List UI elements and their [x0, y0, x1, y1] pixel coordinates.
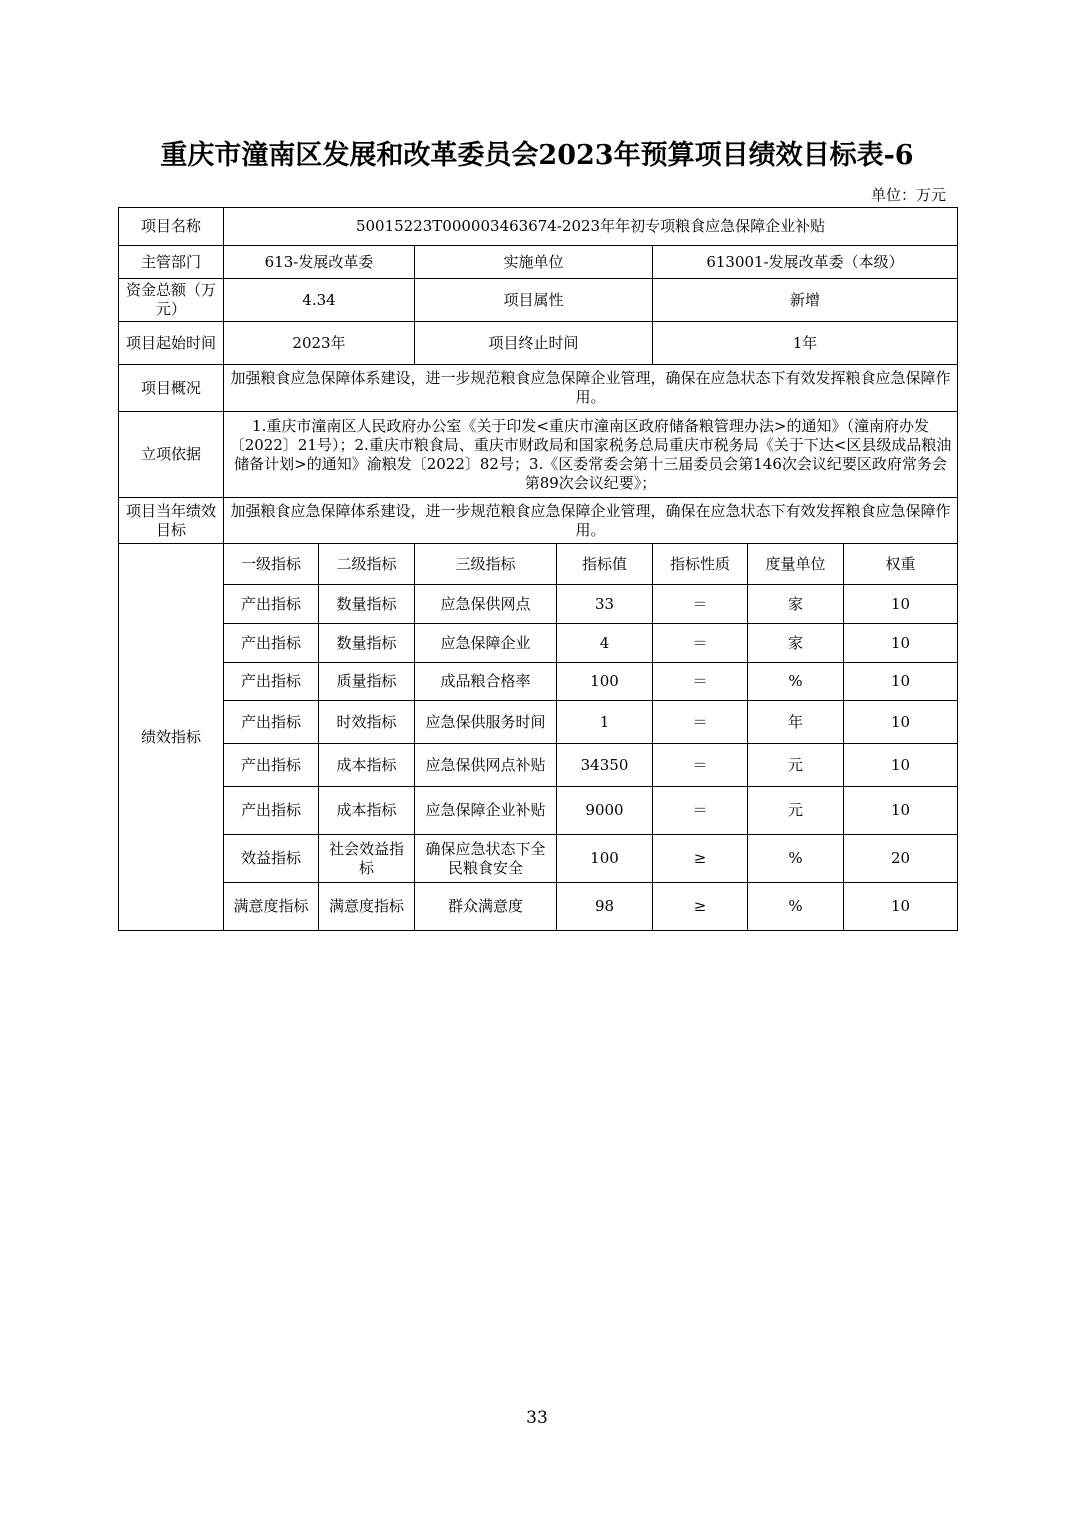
nature-cell: ≥	[653, 883, 748, 931]
table-row	[119, 208, 958, 246]
table-row	[119, 279, 958, 322]
goal-value: 加强粮食应急保障体系建设，进一步规范粮食应急保障企业管理，确保在应急状态下有效发挥粮食应急保障作用。	[224, 498, 958, 544]
performance-target-table	[118, 207, 958, 931]
indicator-row	[119, 883, 958, 931]
dept-label: 主管部门	[119, 246, 224, 279]
level3-cell: 群众满意度	[415, 883, 557, 931]
nature-cell: ＝	[653, 787, 748, 835]
nature-cell: ＝	[653, 624, 748, 663]
end-time-label: 项目终止时间	[415, 322, 653, 365]
value-cell: 100	[557, 663, 653, 701]
level2-cell: 成本指标	[319, 787, 415, 835]
level2-cell: 时效指标	[319, 701, 415, 744]
level2-cell: 数量指标	[319, 624, 415, 663]
attr-label: 项目属性	[415, 279, 653, 322]
level3-cell: 应急保供网点	[415, 585, 557, 624]
level1-cell: 产出指标	[224, 585, 319, 624]
value-cell: 34350	[557, 744, 653, 787]
nature-cell: ≥	[653, 835, 748, 883]
unit-cell: %	[748, 883, 844, 931]
nature-cell: ＝	[653, 744, 748, 787]
table-row	[119, 365, 958, 412]
level3-cell: 应急保供服务时间	[415, 701, 557, 744]
level1-cell: 效益指标	[224, 835, 319, 883]
indicator-row	[119, 585, 958, 624]
table-row	[119, 246, 958, 279]
goal-label: 项目当年绩效目标	[119, 498, 224, 544]
overview-label: 项目概况	[119, 365, 224, 412]
level3-cell: 应急保供网点补贴	[415, 744, 557, 787]
weight-cell: 10	[844, 744, 958, 787]
value-cell: 100	[557, 835, 653, 883]
dept-value: 613-发展改革委	[224, 246, 415, 279]
basis-label: 立项依据	[119, 412, 224, 498]
unit-label: 单位：万元	[870, 186, 946, 204]
column-header: 权重	[844, 544, 958, 585]
indicator-header-row	[119, 544, 958, 585]
level2-cell: 满意度指标	[319, 883, 415, 931]
fund-label: 资金总额（万元）	[119, 279, 224, 322]
weight-cell: 10	[844, 585, 958, 624]
project-name-value: 50015223T000003463674-2023年年初专项粮食应急保障企业补贴	[224, 208, 958, 246]
impl-unit-value: 613001-发展改革委（本级）	[653, 246, 958, 279]
indicator-row	[119, 744, 958, 787]
fund-value: 4.34	[224, 279, 415, 322]
unit-cell: 家	[748, 585, 844, 624]
page-number: 33	[526, 1408, 548, 1428]
unit-cell: 元	[748, 744, 844, 787]
weight-cell: 10	[844, 663, 958, 701]
weight-cell: 20	[844, 835, 958, 883]
indicator-row	[119, 835, 958, 883]
level3-cell: 应急保障企业	[415, 624, 557, 663]
start-time-label: 项目起始时间	[119, 322, 224, 365]
basis-value: 1.重庆市潼南区人民政府办公室《关于印发<重庆市潼南区政府储备粮管理办法>的通知》（潼南府办发〔2022〕21号）；2.重庆市粮食局、重庆市财政局和国家税务总局重庆市税务局《关于下达<区县级成品粮油储备计划>的通知》渝粮发〔2022〕82号；3.《区委常委会第十三届委员会第146次会议纪要区政府常务会第89次会议纪要》；	[224, 412, 958, 498]
project-name-label: 项目名称	[119, 208, 224, 246]
unit-cell: %	[748, 835, 844, 883]
value-cell: 1	[557, 701, 653, 744]
level3-cell: 成品粮合格率	[415, 663, 557, 701]
weight-cell: 10	[844, 883, 958, 931]
level3-cell: 确保应急状态下全民粮食安全	[415, 835, 557, 883]
unit-cell: 家	[748, 624, 844, 663]
level2-cell: 数量指标	[319, 585, 415, 624]
nature-cell: ＝	[653, 701, 748, 744]
nature-cell: ＝	[653, 585, 748, 624]
column-header: 二级指标	[319, 544, 415, 585]
impl-unit-label: 实施单位	[415, 246, 653, 279]
column-header: 度量单位	[748, 544, 844, 585]
column-header: 指标值	[557, 544, 653, 585]
level2-cell: 质量指标	[319, 663, 415, 701]
indicator-row	[119, 624, 958, 663]
level1-cell: 产出指标	[224, 701, 319, 744]
weight-cell: 10	[844, 624, 958, 663]
level1-cell: 满意度指标	[224, 883, 319, 931]
start-time-value: 2023年	[224, 322, 415, 365]
level2-cell: 社会效益指标	[319, 835, 415, 883]
value-cell: 9000	[557, 787, 653, 835]
table-row	[119, 412, 958, 498]
unit-cell: 元	[748, 787, 844, 835]
table-row	[119, 322, 958, 365]
weight-cell: 10	[844, 787, 958, 835]
level1-cell: 产出指标	[224, 744, 319, 787]
column-header: 三级指标	[415, 544, 557, 585]
page-title: 重庆市潼南区发展和改革委员会2023年预算项目绩效目标表-6	[160, 140, 914, 171]
level3-cell: 应急保障企业补贴	[415, 787, 557, 835]
unit-cell: %	[748, 663, 844, 701]
indicator-row	[119, 787, 958, 835]
value-cell: 4	[557, 624, 653, 663]
table-row	[119, 498, 958, 544]
level1-cell: 产出指标	[224, 663, 319, 701]
value-cell: 98	[557, 883, 653, 931]
value-cell: 33	[557, 585, 653, 624]
column-header: 指标性质	[653, 544, 748, 585]
nature-cell: ＝	[653, 663, 748, 701]
indicator-row	[119, 663, 958, 701]
end-time-value: 1年	[653, 322, 958, 365]
attr-value: 新增	[653, 279, 958, 322]
overview-value: 加强粮食应急保障体系建设，进一步规范粮食应急保障企业管理，确保在应急状态下有效发挥粮食应急保障作用。	[224, 365, 958, 412]
level1-cell: 产出指标	[224, 624, 319, 663]
weight-cell: 10	[844, 701, 958, 744]
indicator-row	[119, 701, 958, 744]
level1-cell: 产出指标	[224, 787, 319, 835]
unit-cell: 年	[748, 701, 844, 744]
indicators-section-label: 绩效指标	[119, 544, 224, 931]
column-header: 一级指标	[224, 544, 319, 585]
level2-cell: 成本指标	[319, 744, 415, 787]
